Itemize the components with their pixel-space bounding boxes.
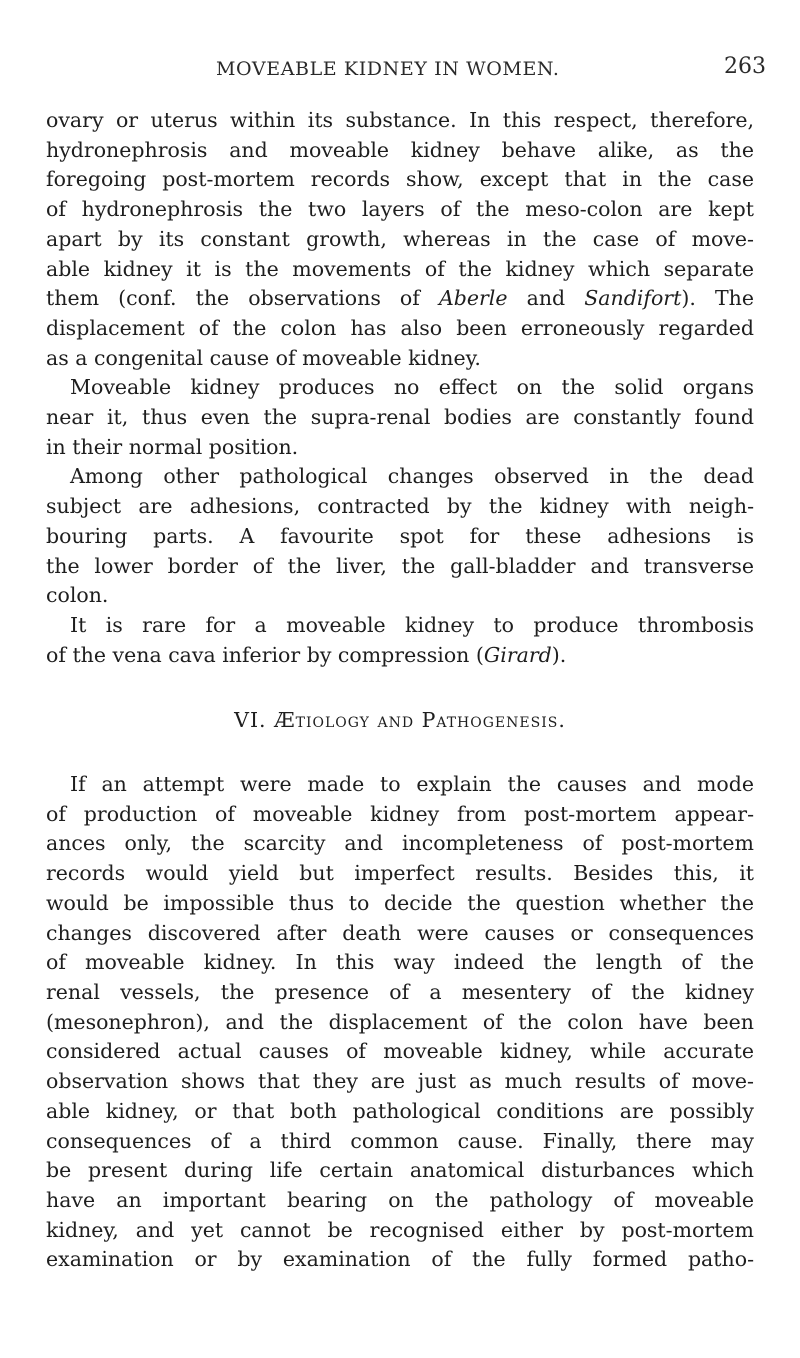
text-line: near it, thus even the supra-renal bodies are constantly found [46, 405, 754, 430]
paragraph-causes [46, 770, 754, 1275]
text-fragment: ). [551, 642, 567, 667]
text-line [46, 641, 754, 671]
paragraph-thrombosis [46, 611, 754, 670]
text-line: ovary or uterus within its substance. In this respect, therefore, [46, 108, 754, 132]
body-text [46, 106, 754, 1275]
author-name-sandifort: Sandifort [584, 286, 682, 311]
text-fragment: of the vena cava inferior by compression ( [46, 642, 484, 667]
text-line: subject are adhesions, contracted by the kidney with neigh- [46, 494, 754, 519]
section-spacer [46, 670, 754, 706]
text-line: records would yield but imperfect results. Besides this, it [46, 861, 754, 886]
text-line: bouring parts. A favourite spot for these adhesions is [46, 523, 754, 548]
text-line: apart by its constant growth, whereas in the case of move- [46, 226, 754, 251]
text-line: considered actual causes of moveable kidney, while accurate [46, 1039, 754, 1064]
author-name-girard: Girard [483, 642, 552, 667]
text-line: colon. [46, 583, 109, 608]
paragraph-adhesions [46, 462, 754, 611]
paragraph-continuation [46, 106, 754, 373]
page-number: 263 [724, 54, 766, 79]
author-name-aberle: Aberle [438, 286, 508, 311]
text-line: hydronephrosis and moveable kidney behave alike, as the [46, 137, 754, 162]
text-line [46, 284, 754, 314]
text-line: Moveable kidney produces no effect on the solid organs [70, 375, 754, 400]
section-title-part1: Ætiology [274, 708, 370, 733]
text-line: foregoing post-mortem records show, except that in the case [46, 167, 754, 192]
section-numeral: VI. [234, 708, 267, 733]
text-line: able kidney it is the movements of the kidney which separate [46, 256, 754, 281]
text-line: (mesonephron), and the displacement of the colon have been [46, 1009, 754, 1034]
text-line: Among other pathological changes observed in the dead [70, 464, 754, 489]
text-line: of production of moveable kidney from post-mortem appear- [46, 801, 754, 826]
text-line: of hydronephrosis the two layers of the meso-colon are kept [46, 197, 754, 222]
text-line: of moveable kidney. In this way indeed the length of the [46, 950, 754, 975]
text-line: would be impossible thus to decide the question whether the [46, 890, 754, 915]
text-line: the lower border of the liver, the gall-bladder and transverse [46, 553, 754, 578]
text-line: It is rare for a moveable kidney to produce thrombosis [70, 612, 754, 637]
text-line: as a congenital cause of moveable kidney. [46, 345, 481, 370]
text-line: in their normal position. [46, 434, 299, 459]
text-line: ances only, the scarcity and incompleteness of post-mortem [46, 831, 754, 856]
text-line: displacement of the colon has also been erroneously regarded [46, 315, 754, 340]
text-line: If an attempt were made to explain the causes and mode [70, 772, 754, 797]
section-title-part2: Pathogenesis. [421, 708, 566, 733]
text-line: changes discovered after death were causes or consequences [46, 920, 754, 945]
text-line: be present during life certain anatomical disturbances which [46, 1158, 754, 1183]
text-fragment: and [507, 286, 585, 311]
text-line: able kidney, or that both pathological conditions are possibly [46, 1098, 754, 1123]
text-fragment: them (conf. the observations of [46, 286, 439, 311]
text-line: examination or by examination of the fully formed patho- [46, 1247, 754, 1272]
text-line: have an important bearing on the pathology of moveable [46, 1187, 754, 1212]
text-line: observation shows that they are just as much results of move- [46, 1069, 754, 1094]
text-fragment: ). The [681, 286, 754, 311]
text-line: kidney, and yet cannot be recognised either by post-mortem [46, 1217, 754, 1242]
section-heading [46, 706, 754, 736]
running-head: MOVEABLE KIDNEY IN WOMEN. [216, 58, 560, 80]
paragraph-solid-organs [46, 373, 754, 462]
text-line: consequences of a third common cause. Finally, there may [46, 1128, 754, 1153]
text-line: renal vessels, the presence of a mesentery of the kidney [46, 979, 754, 1004]
section-title-conjunction: and [377, 708, 415, 733]
